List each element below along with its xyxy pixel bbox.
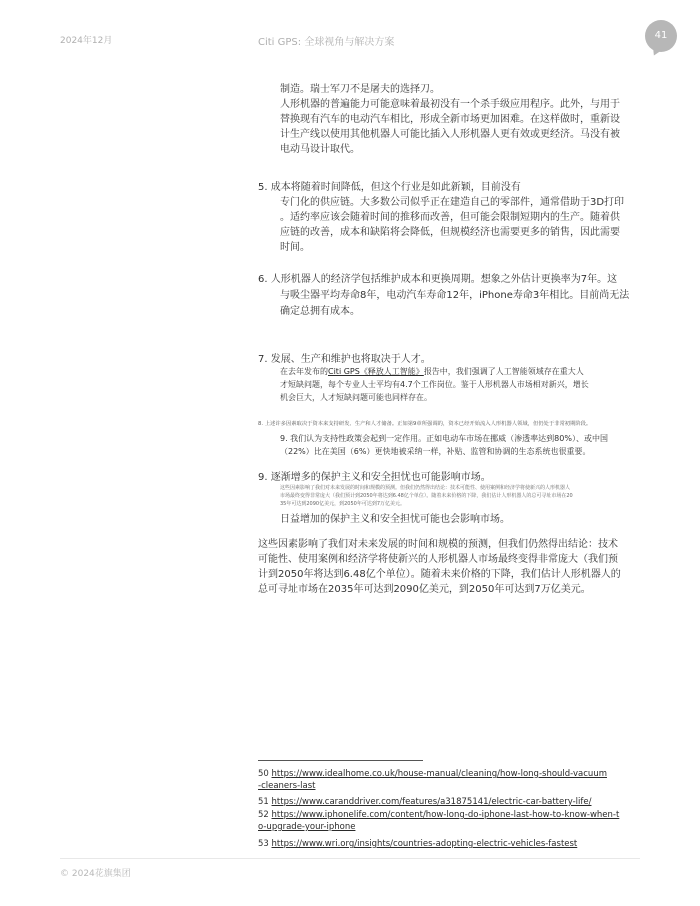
paragraph-line: 计生产线以使用其他机器人可能比插入人形机器人更有效或更经济。马没有被 (280, 129, 620, 140)
item-9b-note: 35年可达到2090亿美元，到2050年可达到7万亿美元。 (280, 501, 405, 507)
item-7-line: 才短缺问题，每个专业人士平均有4.7个工作岗位。鉴于人形机器人市场相对新兴，增长 (280, 380, 589, 389)
paragraph-line: 制造。瑞士军刀不是屠夫的选择刀。 (280, 84, 440, 95)
conclusion-line: 总可寻址市场在2035年可达到2090亿美元，到2050年可达到7万亿美元。 (258, 584, 591, 595)
footnote-number: 50 (258, 769, 269, 779)
header-date: 2024年12月 (60, 36, 113, 46)
item-7-line: 机会巨大，人才短缺问题可能也同样存在。 (280, 393, 432, 402)
item-9b-note: 这些因素影响了我们对未来发展的时间和规模的预测。但我们仍然得出结论：技术可能性、使用案例和经济学将使新兴的人形机器人 (280, 485, 571, 491)
item-8-note: 8. 上述许多因素取决于资本来支持研发、生产和人才储备。正如第9章所强调的，资本已经开始流入人形机器人领域，但仍处于非常初期阶段。 (258, 421, 592, 427)
footnote-52 (258, 809, 619, 821)
footnote-number: 51 (258, 797, 269, 807)
item-5-line: 时间。 (280, 242, 310, 253)
item-9b-note: 市场最终变得非常庞大（我们预计到2050年将达到6.48亿个单位）。随着未来价格的下降，我们估计人形机器人的总可寻址市场在20 (280, 493, 573, 499)
footnote-separator (258, 760, 423, 761)
conclusion-line: 计到2050年将达到6.48亿个单位）。随着未来价格的下降，我们估计人形机器人的 (258, 569, 621, 580)
footnote-link[interactable]: https://www.wri.org/insights/countries-adopting-electric-vehicles-fastest (271, 839, 578, 849)
footnote-link[interactable]: https://www.iphonelife.com/content/how-long-do-iphone-last-how-to-know-when-t (271, 810, 620, 820)
paragraph-line: 电动马设计取代。 (280, 144, 360, 155)
conclusion-line: 这些因素影响了我们对未来发展的时间和规模的预测，但我们仍然得出结论：技术 (258, 539, 618, 550)
footnote-number: 53 (258, 839, 269, 849)
item-6-line: 6. 人形机器人的经济学包括维护成本和更换周期。想象之外估计更换率为7年。这 (258, 274, 618, 285)
item-5-line: 应链的改善，成本和缺陷将会降低，但规模经济也需要更多的销售，因此需要 (280, 227, 620, 238)
footnote-50-cont (258, 780, 315, 792)
item-5-title: 5. 成本将随着时间降低，但这个行业是如此新颖，目前没有 (258, 182, 521, 193)
footnote-link[interactable]: https://www.idealhome.co.uk/house-manual/cleaning/how-long-should-vacuum (271, 769, 607, 779)
footnote-number: 52 (258, 810, 269, 820)
footer-copyright: © 2024花旗集团 (60, 869, 131, 879)
page-number-badge: 41 (645, 20, 677, 52)
footnote-link[interactable]: o-upgrade-your-iphone (258, 822, 356, 832)
header-title: Citi GPS: 全球视角与解决方案 (258, 37, 395, 48)
item-5-line: 专门化的供应链。大多数公司似乎正在建造自己的零部件，通常借助于3D打印 (280, 197, 625, 208)
footnote-52-cont (258, 821, 355, 833)
item-6-line: 与吸尘器平均寿命8年，电动汽车寿命12年，iPhone寿命3年相比。目前尚无法 (280, 290, 630, 301)
paragraph-line: 人形机器的普遍能力可能意味着最初没有一个杀手级应用程序。此外，与用于 (280, 99, 620, 110)
footnote-link[interactable]: -cleaners-last (258, 781, 316, 791)
item-9b-repeat: 日益增加的保护主义和安全担忧可能也会影响市场。 (280, 514, 510, 525)
footer-divider (60, 858, 640, 859)
item-7-suffix: 报告中，我们强调了人工智能领域存在重大人 (423, 367, 584, 376)
item-9b-title: 9. 逐渐增多的保护主义和安全担忧也可能影响市场。 (258, 472, 491, 483)
item-7-title: 7. 发展、生产和维护也将取决于人才。 (258, 354, 431, 365)
citi-gps-report-link[interactable]: Citi GPS《释放人工智能》 (328, 367, 424, 376)
item-9a-line: 9. 我们认为支持性政策会起到一定作用。正如电动车市场在挪威（渗透率达到80%）、或中国 (280, 434, 608, 443)
conclusion-line: 可能性、使用案例和经济学将使新兴的人形机器人市场最终变得非常庞大（我们预 (258, 554, 618, 565)
paragraph-line: 替换现有汽车的电动汽车相比，形成全新市场更加困难。在这样做时，重新设 (280, 114, 620, 125)
item-7-first-line (280, 365, 584, 378)
item-9a-line: （22%）比在美国（6%）更快地被采纳一样，补贴、监管和协调的生态系统也很重要。 (280, 447, 591, 456)
footnote-51 (258, 796, 591, 808)
footnote-50 (258, 768, 607, 780)
footnote-53 (258, 838, 577, 850)
footnote-link[interactable]: https://www.caranddriver.com/features/a31875141/electric-car-battery-life/ (271, 797, 592, 807)
item-6-line: 确定总拥有成本。 (280, 306, 360, 317)
item-7-prefix: 在去年发布的 (280, 367, 328, 376)
item-5-line: 。适约率应该会随着时间的推移而改善，但可能会限制短期内的生产。随着供 (280, 212, 620, 223)
